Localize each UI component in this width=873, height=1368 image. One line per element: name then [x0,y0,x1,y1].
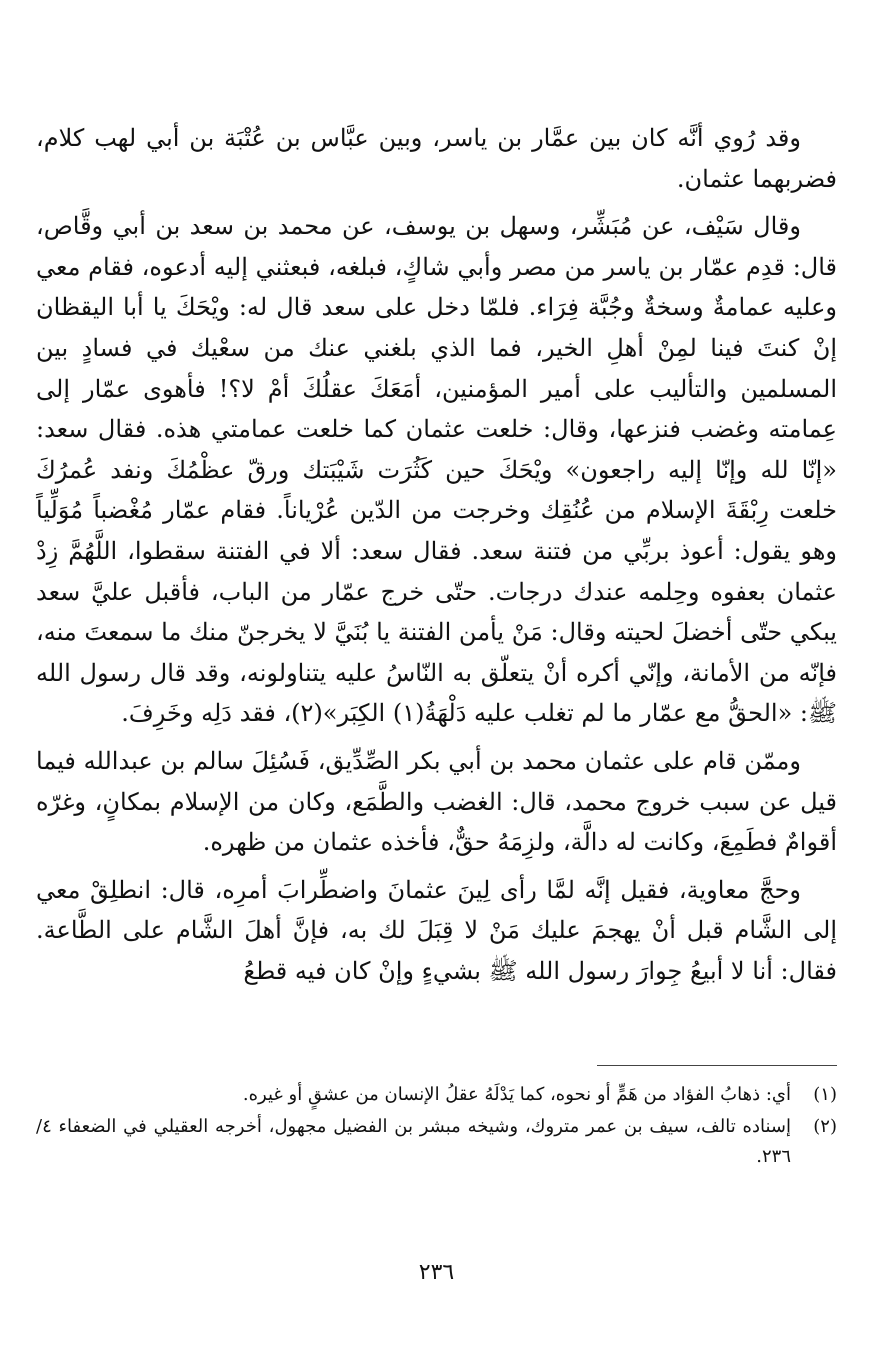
page-number: ٢٣٦ [418,1260,455,1285]
paragraph: وممّن قام على عثمان محمد بن أبي بكر الصِّدِّيق، فَسُئِلَ سالم بن عبدالله فيما قيل عن سبب خروج محمد، قال: الغضب والطَّمَع، وكان من الإسلام بمكانٍ، وغرّه أقوامٌ فطَمِعَ، وكانت له دالَّة، ولزِمَهُ حقٌّ، فأخذه عثمان من ظهره. [36,746,837,857]
footnote [36,1112,837,1172]
footnote-divider [597,1065,837,1066]
footnote [36,1080,837,1110]
footnote-text: أي: ذهابُ الفؤاد من هَمٍّ أو نحوه، كما يَدْلَهُ عقلُ الإنسان من عشقٍ أو غيره. [242,1084,791,1105]
main-text [36,118,837,991]
paragraph: وحجَّ معاوية، فقيل إنَّه لمَّا رأى لِينَ عثمانَ واضطِّرابَ أمرِه، قال: انطلِقْ معي إلى الشَّام قبل أنْ يهجمَ عليك مَنْ لا قِبَلَ لك به، فإنَّ أهلَ الشَّام على الطَّاعة. فقال: أنا لا أبيعُ جِوارَ رسول الله ﷺ بشيءٍ وإنْ كان فيه قطعُ [36,875,837,985]
footnote-marker: (١) [813,1084,837,1105]
paragraph: وقد رُوي أنَّه كان بين عمَّار بن ياسر، وبين عبَّاس بن عُتْبَة بن أبي لهب كلام، فضربهما عثمان. [36,124,837,193]
footnotes [36,1080,837,1174]
book-page [36,118,837,1285]
paragraph: وقال سَيْف، عن مُبَشِّر، وسهل بن يوسف، عن محمد بن سعد بن أبي وقَّاص، قال: قدِم عمّار بن ياسر من مصر وأبي شاكٍ، فبلغه، فبعثني إليه أدعوه، فقام معي وعليه عمامةٌ وسخةٌ وجُبَّة فِرَاء. فلمّا دخل على سعد قال له: ويْحَكَ يا أبا اليقظان إنْ كنتَ فينا لمِنْ أهلِ الخير، فما الذي بلغني عنك من سعْيك في فسادٍ بين المسلمين والتأليب على أمير المؤمنين، أمَعَكَ عقلُكَ أمْ لا؟! فأهوى عمّار إلى عِمامته وغضب فنزعها، وقال: خلعت عثمان كما خلعت عمامتي هذه. فقال سعد: «إنّا لله وإنّا إليه راجعون» ويْحَكَ حين كَثُرَت شَيْبَتك ورقّ عظْمُكَ ونفد عُمرُكَ خلعت رِبْقَةَ الإسلام من عُنُقِك وخرجت من الدّين عُرْياناً. فقام عمّار مُغْضباً مُوَلِّياً وهو يقول: أعوذ بربِّي من فتنة سعد. فقال سعد: ألا في الفتنة سقطوا، اللَّهُمَّ زِدْ عثمان بعفوه وحِلمه عندك درجات. حتّى خرج عمّار من الباب، فأقبل عليَّ سعد يبكي حتّى أخضلَ لحيته وقال: مَنْ يأمن الفتنة يا بُنَيَّ لا يخرجنّ منك ما سمعتَ منه، فإنّه من الأمانة، وإنّي أكره أنْ يتعلّق به النّاسُ عليه يتناولونه، وقد قال رسول الله ﷺ: «الحقُّ مع عمّار ما لم تغلب عليه دَلْهَةُ(١) الكِبَر»(٢)، فقد دَلِه وخَرِفَ. [36,212,837,728]
footnote-marker: (٢) [813,1116,837,1137]
footnote-text: إسناده تالف، سيف بن عمر متروك، وشيخه مبشر بن الفضيل مجهول، أخرجه العقيلي في الضعفاء ٤/ ٢٣٦. [36,1116,791,1167]
